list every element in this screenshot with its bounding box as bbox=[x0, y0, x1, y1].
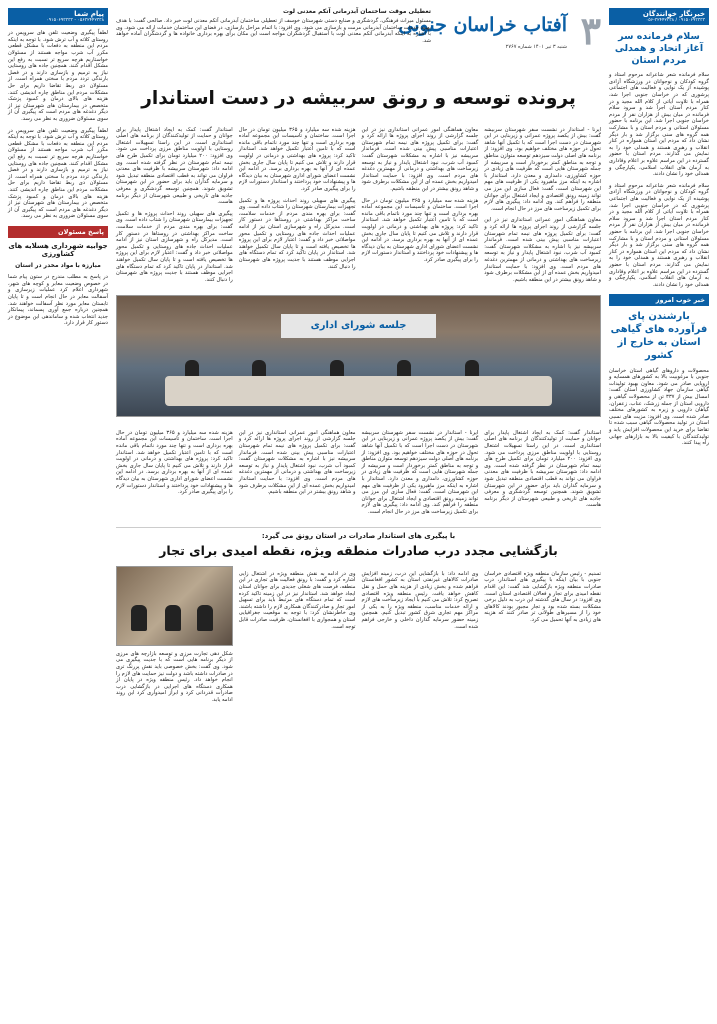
article-text: هزینه شده سه میلیارد و ۳۶۵ میلیون تومان در حال اجرا است. ساختمان و تاسیسات این مجموعه آماده بهره برداری است و تنها چند مورد ناتمام باقی مانده است که با تامین اعتبار تکمیل خواهد شد. استاندار تاکید کرد: پروژه های بهداشتی و درمانی در اولویت قرار دارند و تلاش می کنیم تا پایان سال جاری بخش عمده ای از آنها به بهره برداری برسد. در ادامه این نشست اعضای شورای اداری شهرستان به بیان دیدگاه ها و پیشنهادات خود پرداختند و استاندار دستورات لازم را برای پیگیری صادر کرد. bbox=[238, 126, 356, 192]
article-column-4-lower bbox=[116, 425, 233, 521]
main-headline: پرونده توسعه و رونق سربیشه در دست استاندار bbox=[141, 88, 576, 109]
trade-meeting-photo bbox=[116, 566, 233, 646]
photo-banner: جلسه شورای اداری bbox=[281, 314, 436, 338]
person-figure bbox=[197, 605, 213, 631]
article-text: هزینه شده سه میلیارد و ۳۶۵ میلیون تومان در حال اجرا است. ساختمان و تاسیسات این مجموعه آماده بهره برداری است و تنها چند مورد ناتمام باقی مانده است که با تامین اعتبار تکمیل خواهد شد. استاندار تاکید کرد: پروژه های بهداشتی و درمانی در اولویت قرار دارند و تلاش می کنیم تا پایان سال جاری بخش عمده ای از آنها به بهره برداری برسد. در ادامه این نشست اعضای شورای اداری شهرستان به بیان دیدگاه ها و پیشنهادات خود پرداختند و استاندار دستورات لازم را برای پیگیری صادر کرد. bbox=[361, 197, 479, 264]
article-column-4 bbox=[116, 121, 233, 288]
officials-response-headline: جوابیه شهرداری هسلایه های کشاورزی bbox=[8, 242, 108, 258]
reader-messages-text: لطفاً پیگیری وضعیت تلفن های سرویس در روستای کلاته و آب ترش شود. با توجه به اینکه مردم این منطقه به دفعات با مشکل قطعی مکرر آب شرب مواجه هستند از مسئولان خواستاریم هرچه سریع تر نسبت به رفع این مشکل اقدام کنند. همچنین جاده های روستایی نیاز به ترمیم و بازسازی دارند و در فصل بارندگی تردد مردم با سختی همراه است. از مسئولان ذی ربط تقاضا داریم برای حل مشکلات مردم این مناطق چاره اندیشی کنند. هزینه های بالای درمان و کمبود پزشک متخصص در بیمارستان های شهرستان نیز از دیگر دغدغه های مردم است که پیگیری آن از سوی مسئولان ضروری به نظر می رسد. bbox=[8, 30, 108, 122]
article-text: پیگیری های سهیلی روند احداث پروژه ها و تکمیل تجهیزات بیمارستان شهرستان را شتاب داده است. وی گفت: برای بهره مندی مردم از خدمات سلامت، ساخت مراکز بهداشتی در روستاها در دستور کار است. مدیرکل راه و شهرسازی استان نیز از ادامه عملیات احداث جاده های روستایی و تکمیل محور مواصلاتی خبر داد و گفت: اعتبار لازم برای این پروژه ها تخصیص یافته است و تا پایان سال تکمیل خواهند شد. استاندار در پایان تاکید کرد که تمام دستگاه های اجرایی موظف هستند با جدیت پروژه های شهرستان را دنبال کنند. bbox=[238, 197, 356, 270]
salam-farmande-text: سلام فرمانده شعر شاعرانه مرحوم استاد و گروه کودکان و نوجوانان در ورزشگاه آزادی پوشیده از یک نوایی و فعالیت های اجتماعی پرشوری که در خراسان جنوبی اجرا شد، همراه با تلاوت آیاتی از کلام الله مجید و در کنار مردم استان اجرا شد و سرود سلام فرمانده در میان بیش از هزاران نفر از مردم خراسان جنوبی اجرا شد. این برنامه با حضور مسئولان استانی و مردم استان و با مشارکت همه گروه های سنی برگزار شد و بار دیگر نشان داد که مردم این استان همواره در کنار انقلاب و رهبری هستند و همدلی خود را به نمایش می گذارند. مردم استان با حضور گسترده در این مراسم علاوه بر اعلام وفاداری به آرمان های انقلاب اسلامی، یکپارچگی و همدلی خود را نشان دادند. bbox=[609, 72, 709, 178]
article-text: ایرنا - استاندار در نشست سفر شهرستان سربیشه گفت: بیش از یکصد پروژه عمرانی و زیربنایی در این شهرستان در دست اجرا است که با تکمیل آنها شاهد تحول در حوزه های مختلف خواهیم بود. وی افزود: از برنامه های اصلی دولت سیزدهم توسعه متوازن مناطق و توجه به مناطق کمتر برخوردار است و سربیشه از جمله شهرستان هایی است که ظرفیت های زیادی در حوزه کشاورزی، دامداری و معدن دارد. استاندار با اشاره به اینکه مرز ماهیرود یکی از ظرفیت های مهم این شهرستان است، گفت: فعال سازی این مرز می تواند زمینه رونق اقتصادی و ایجاد اشتغال برای جوانان منطقه را فراهم کند. وی ادامه داد: پیگیری های لازم برای تکمیل زیرساخت های مرز در حال انجام است. bbox=[484, 126, 601, 212]
issue-date: شنبه ۳ تیر ۱۴۰۱ شماره ۲۷۶۷ bbox=[505, 44, 567, 50]
second-article-subtitle: با پیگیری های استاندار صادرات در استان رونق می گیرد: bbox=[261, 531, 456, 540]
newspaper-logo: آفتاب خراسان جنوبی bbox=[398, 14, 567, 36]
reader-messages-phone: ۰۹۱۵۰۶۹۳۳۳۳ - ۰۵۶۳۲۴۴۲۳۳۸ bbox=[46, 18, 104, 23]
article-column-2 bbox=[362, 121, 479, 288]
article-text: هزینه شده سه میلیارد و ۳۶۵ میلیون تومان در حال اجرا است. ساختمان و تاسیسات این مجموعه آماده بهره برداری است و تنها چند مورد ناتمام باقی مانده است که با تامین اعتبار تکمیل خواهد شد. استاندار تاکید کرد: پروژه های بهداشتی و درمانی در اولویت قرار دارند و تلاش می کنیم تا پایان سال جاری بخش عمده ای از آنها به بهره برداری برسد. در ادامه این نشست اعضای شورای اداری شهرستان به بیان دیدگاه ها و پیشنهادات خود پرداختند و استاندار دستورات لازم را برای پیگیری صادر کرد. bbox=[116, 429, 233, 496]
second-article-headline: بازگشایی مجدد درب صادرات منطقه ویژه، نقطه امیدی برای تجار bbox=[159, 542, 558, 558]
article-column-2-lower bbox=[362, 425, 479, 521]
left-sidebar bbox=[8, 8, 108, 1014]
article-text: معاون هماهنگی امور عمرانی استانداری نیز در این جلسه گزارشی از روند اجرای پروژه ها ارائه کرد و گفت: برای تکمیل پروژه های نیمه تمام شهرستان اعتبارات مناسبی پیش بینی شده است. فرماندار سربیشه نیز با اشاره به مشکلات شهرستان گفت: کمبود آب شرب، نبود اشتغال پایدار و نیاز به توسعه زیرساخت های بهداشتی و درمانی از مهمترین دغدغه های مردم است. وی افزود: با حمایت استاندار امیدواریم بخش عمده ای از این مشکلات برطرف شود و شاهد رونق بیشتر در این منطقه باشیم. bbox=[484, 217, 601, 283]
lead-news-title: تعطیلی موقت ساختمان آبدرمانی آتکم معدنی لوت bbox=[282, 8, 431, 15]
article-column-1 bbox=[484, 121, 601, 288]
main-content bbox=[116, 8, 601, 1014]
article-text: وی ادامه داد: با بازگشایی این درب، زمینه افزایش صادرات کالاهای غیرنفتی استان به کشور افغانستان فراهم شده و بخش زیادی از هزینه های حمل و نقل کاهش خواهد یافت. رئیس منطقه ویژه اقتصادی تصریح کرد: تلاش می کنیم با ایجاد زیرساخت های لازم و ارائه خدمات مناسب، منطقه ویژه را به یکی از مراکز مهم تجاری شرق کشور تبدیل کنیم. همچنین زمینه حضور سرمایه گذاران داخلی و خارجی فراهم شده است. bbox=[361, 570, 479, 630]
reader-messages-label: پیام شما bbox=[74, 10, 104, 18]
readers-reporter-phone: ۰۵۶-۳۲۴۴۲۳۳۸ / ۰۹۱۵۰۶۹۳۳۳۳ bbox=[645, 18, 705, 23]
second-article-column-4 bbox=[116, 566, 233, 709]
good-news-text: محصولات و داروهای گیاهی استان خراسان جنوبی با مرغوبیت بالا به کشورهای همسایه و اروپایی صادر می شود. معاون بهبود تولیدات گیاهی سازمان جهاد کشاورزی استان گفت: امسال بیش از ۳۳۷ تن از محصولات گیاهی و دارویی استان از جمله زرشک، عناب، زعفران، گیاهان دارویی و زیره به کشورهای مختلف صادر شده است. وی افزود: مزیت های نسبی استان در تولید محصولات گیاهی سبب شده تا تقاضا برای خرید این محصولات افزایش یابد و تولیدکنندگان با کیفیت بالا به بازارهای جهانی راه پیدا کنند. bbox=[609, 367, 709, 447]
page-number: ۳ bbox=[580, 8, 601, 53]
lead-news-text: مسئول میراث فرهنگی، گردشگری و صنایع دستی شهرستان خوسف از تعطیلی ساختمان آبدرمانی آتکم معدنی لوت خبر داد. صالحی گفت: با هدف بهبود خدمات ساختمان آبدرمانی مرمت و بازسازی می شود. وی افزود: با اتمام مراحل بازسازی، در فضای این ساختمان خدمات ارائه می شود. وی با اشاره به اینکه آبدرمانی آتکم معدنی لوت با استقبال گردشگران مواجه است این مکان برای بهره برداری خانواده ها و گردشگران آماده خواهد شد. bbox=[116, 18, 431, 44]
second-article-column-2 bbox=[362, 566, 479, 709]
salam-farmande-headline: سلام فرمانده سر آغاز اتحاد و همدلی مردم استان bbox=[614, 31, 704, 66]
reader-messages-text-continued: لطفاً پیگیری وضعیت تلفن های سرویس در روستای کلاته و آب ترش شود. با توجه به اینکه مردم این منطقه به دفعات با مشکل قطعی مکرر آب شرب مواجه هستند از مسئولان خواستاریم هرچه سریع تر نسبت به رفع این مشکل اقدام کنند. همچنین جاده های روستایی نیاز به ترمیم و بازسازی دارند و در فصل بارندگی تردد مردم با سختی همراه است. از مسئولان ذی ربط تقاضا داریم برای حل مشکلات مردم این مناطق چاره اندیشی کنند. هزینه های بالای درمان و کمبود پزشک متخصص در بیمارستان های شهرستان نیز از دیگر دغدغه های مردم است که پیگیری آن از سوی مسئولان ضروری به نظر می رسد. bbox=[8, 127, 108, 220]
person-figure bbox=[131, 605, 147, 631]
article-text: معاون هماهنگی امور عمرانی استانداری نیز در این جلسه گزارشی از روند اجرای پروژه ها ارائه کرد و گفت: برای تکمیل پروژه های نیمه تمام شهرستان اعتبارات مناسبی پیش بینی شده است. فرماندار سربیشه نیز با اشاره به مشکلات شهرستان گفت: کمبود آب شرب، نبود اشتغال پایدار و نیاز به توسعه زیرساخت های بهداشتی و درمانی از مهمترین دغدغه های مردم است. وی افزود: با حمایت استاندار امیدواریم بخش عمده ای از این مشکلات برطرف شود و شاهد رونق بیشتر در این منطقه باشیم. bbox=[361, 126, 479, 192]
meeting-photo bbox=[116, 295, 601, 417]
second-article bbox=[116, 527, 601, 709]
article-column-3-lower bbox=[239, 425, 356, 521]
readers-reporter-header bbox=[609, 8, 709, 25]
good-news-label: خبر خوب امروز bbox=[609, 294, 709, 306]
officials-response-text: در پاسخ به مطلب مندرج در ستون پیام شما در خصوص وضعیت معابر و کوچه های شهر، شهرداری اعلام کرد عملیات زیرسازی و آسفالت معابر در حال انجام است و تا پایان تابستان معابر مورد نظر آسفالت خواهند شد. همچنین درباره جمع آوری پسماند، پیمانکار جدید انتخاب شده و ساماندهی این موضوع در دستور کار قرار دارد. bbox=[8, 274, 108, 327]
second-article-column-1 bbox=[484, 566, 601, 709]
article-text: استاندار گفت: کمک به ایجاد اشتغال پایدار برای جوانان و حمایت از تولیدکنندگان از برنامه های اصلی استانداری است. در این راستا تسهیلات اشتغال روستایی با اولویت مناطق مرزی پرداخت می شود. وی افزود: ۲۰۰ میلیارد تومان برای تکمیل طرح های نیمه تمام شهرستان در نظر گرفته شده است. وی ادامه داد: شهرستان سربیشه با ظرفیت های معدنی فراوان می تواند به قطب اقتصادی منطقه تبدیل شود و سرمایه گذاران باید برای حضور در این شهرستان تشویق شوند. همچنین توسعه گردشگری و معرفی جاذبه های تاریخی و طبیعی شهرستان از دیگر برنامه هاست. bbox=[484, 429, 601, 509]
masthead bbox=[116, 8, 601, 58]
right-sidebar bbox=[609, 8, 709, 1014]
second-article-column-3 bbox=[239, 566, 356, 709]
article-column-3 bbox=[239, 121, 356, 288]
officials-response-label: پاسخ مسئولان bbox=[8, 226, 108, 238]
person-figure bbox=[165, 605, 181, 631]
salam-farmande-text-continued: سلام فرمانده شعر شاعرانه مرحوم استاد و گروه کودکان و نوجوانان در ورزشگاه آزادی پوشیده از یک نوایی و فعالیت های اجتماعی پرشوری که در خراسان جنوبی اجرا شد، همراه با تلاوت آیاتی از کلام الله مجید و در کنار مردم استان اجرا شد و سرود سلام فرمانده در میان بیش از هزاران نفر از مردم خراسان جنوبی اجرا شد. این برنامه با حضور مسئولان استانی و مردم استان و با مشارکت همه گروه های سنی برگزار شد و بار دیگر نشان داد که مردم این استان همواره در کنار انقلاب و رهبری هستند و همدلی خود را به نمایش می گذارند. مردم استان با حضور گسترده در این مراسم علاوه بر اعلام وفاداری به آرمان های انقلاب اسلامی، یکپارچگی و همدلی خود را نشان دادند. bbox=[609, 182, 709, 288]
article-text: پیگیری های سهیلی روند احداث پروژه ها و تکمیل تجهیزات بیمارستان شهرستان را شتاب داده است. وی گفت: برای بهره مندی مردم از خدمات سلامت، ساخت مراکز بهداشتی در روستاها در دستور کار است. مدیرکل راه و شهرسازی استان نیز از ادامه عملیات احداث جاده های روستایی و تکمیل محور مواصلاتی خبر داد و گفت: اعتبار لازم برای این پروژه ها تخصیص یافته است و تا پایان سال تکمیل خواهند شد. استاندار در پایان تاکید کرد که تمام دستگاه های اجرایی موظف هستند با جدیت پروژه های شهرستان را دنبال کنند. bbox=[116, 210, 233, 283]
main-article-columns-lower bbox=[116, 425, 601, 521]
officials-response-subhead: مبارزه با مواد مخدر در استان bbox=[15, 262, 101, 269]
article-column-1-lower bbox=[484, 425, 601, 521]
article-text: تسنیم - رئیس سازمان منطقه ویژه اقتصادی خراسان جنوبی با بیان اینکه با پیگیری های استاندار، درب صادرات منطقه ویژه بازگشایی شد گفت: این اقدام نقطه امیدی برای تجار و فعالان اقتصادی استان است. وی افزود: در سال های گذشته این درب به دلیل برخی مشکلات بسته شده بود و تجار مجبور بودند کالاهای خود را از مسیرهای طولانی تر صادر کنند که هزینه های زیادی به آنها تحمیل می کرد. bbox=[484, 570, 601, 624]
article-text: ایرنا - استاندار در نشست سفر شهرستان سربیشه گفت: بیش از یکصد پروژه عمرانی و زیربنایی در این شهرستان در دست اجرا است که با تکمیل آنها شاهد تحول در حوزه های مختلف خواهیم بود. وی افزود: از برنامه های اصلی دولت سیزدهم توسعه متوازن مناطق و توجه به مناطق کمتر برخوردار است و سربیشه از جمله شهرستان هایی است که ظرفیت های زیادی در حوزه کشاورزی، دامداری و معدن دارد. استاندار با اشاره به اینکه مرز ماهیرود یکی از ظرفیت های مهم این شهرستان است، گفت: فعال سازی این مرز می تواند زمینه رونق اقتصادی و ایجاد اشتغال برای جوانان منطقه را فراهم کند. وی ادامه داد: پیگیری های لازم برای تکمیل زیرساخت های مرز در حال انجام است. bbox=[361, 429, 479, 515]
article-text: معاون هماهنگی امور عمرانی استانداری نیز در این جلسه گزارشی از روند اجرای پروژه ها ارائه کرد و گفت: برای تکمیل پروژه های نیمه تمام شهرستان اعتبارات مناسبی پیش بینی شده است. فرماندار سربیشه نیز با اشاره به مشکلات شهرستان گفت: کمبود آب شرب، نبود اشتغال پایدار و نیاز به توسعه زیرساخت های بهداشتی و درمانی از مهمترین دغدغه های مردم است. وی افزود: با حمایت استاندار امیدواریم بخش عمده ای از این مشکلات برطرف شود و شاهد رونق بیشتر در این منطقه باشیم. bbox=[238, 429, 356, 496]
reader-messages-header bbox=[8, 8, 108, 25]
second-article-columns bbox=[116, 566, 601, 709]
readers-reporter-label: خبرنگار خوانندگان bbox=[642, 10, 705, 18]
article-text: استاندار گفت: کمک به ایجاد اشتغال پایدار برای جوانان و حمایت از تولیدکنندگان از برنامه های اصلی استانداری است. در این راستا تسهیلات اشتغال روستایی با اولویت مناطق مرزی پرداخت می شود. وی افزود: ۲۰۰ میلیارد تومان برای تکمیل طرح های نیمه تمام شهرستان در نظر گرفته شده است. وی ادامه داد: شهرستان سربیشه با ظرفیت های معدنی فراوان می تواند به قطب اقتصادی منطقه تبدیل شود و سرمایه گذاران باید برای حضور در این شهرستان تشویق شوند. همچنین توسعه گردشگری و معرفی جاذبه های تاریخی و طبیعی شهرستان از دیگر برنامه هاست. bbox=[116, 126, 233, 206]
article-text: شکل دهی تجارت مرزی و توسعه بازارچه های مرزی از دیگر برنامه هایی است که با جدیت پیگیری می شود. وی گفت: بخش خصوصی باید نقش پررنگ تری در صادرات داشته باشد و دولت نیز حمایت های لازم را انجام خواهد داد. رئیس منطقه ویژه در پایان از همکاری دستگاه های اجرایی در بازگشایی درب صادرات قدردانی کرد و ابراز امیدواری کرد این روند ادامه یابد. bbox=[116, 650, 233, 704]
main-article-columns bbox=[116, 121, 601, 288]
meeting-table bbox=[165, 376, 551, 406]
article-text: وی در ادامه به نقش منطقه ویژه در اشتغال زایی اشاره کرد و گفت: با رونق فعالیت های تجاری در این منطقه، فرصت های شغلی جدیدی برای جوانان استان ایجاد خواهد شد. استاندار نیز در این زمینه تاکید کرده است که تمام دستگاه های مرتبط باید برای تسهیل امور تجار و صادرکنندگان همکاری لازم را داشته باشند. وی خاطرنشان کرد: با توجه به موقعیت جغرافیایی استان و همجواری با افغانستان، ظرفیت صادرات قابل توجه است. bbox=[238, 570, 356, 630]
good-news-headline: بارشندن پای فرآورده های گیاهی استان به خارج از کشور bbox=[610, 311, 708, 362]
